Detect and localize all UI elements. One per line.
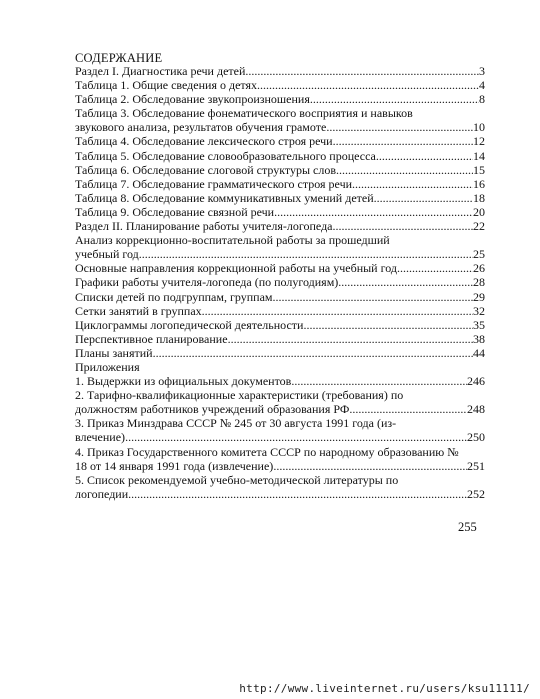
toc-dot-leader — [397, 261, 473, 275]
toc-entry — [75, 219, 485, 233]
toc-dot-leader — [273, 290, 473, 304]
toc-entry — [75, 459, 485, 473]
toc-dot-leader — [333, 134, 473, 148]
toc-dot-leader — [257, 78, 479, 92]
toc-dot-leader — [291, 374, 467, 388]
toc-entry-title: Таблица 4. Обследование лексического строя речи — [75, 134, 333, 149]
toc-dot-leader — [303, 318, 473, 332]
toc-dot-leader — [125, 430, 467, 444]
toc-dot-leader — [153, 346, 473, 360]
toc-dot-leader — [128, 487, 467, 501]
toc-entry — [75, 247, 485, 261]
toc-entry-page: 10 — [473, 120, 485, 135]
toc-entry — [75, 149, 485, 163]
toc-entry — [75, 205, 485, 219]
toc-entry — [75, 92, 485, 106]
toc-dot-leader — [310, 92, 479, 106]
toc-dot-leader — [228, 332, 473, 346]
toc-entry-page: 246 — [467, 374, 485, 389]
footer-url: http://www.liveinternet.ru/users/ksu11111/ — [239, 682, 530, 695]
toc-entry — [75, 163, 485, 177]
toc-entry-first-line: Анализ коррекционно-воспитательной работы за прошедший — [75, 233, 390, 248]
toc-dot-leader — [336, 163, 473, 177]
toc-entry-title: Таблица 2. Обследование звукопроизношения — [75, 92, 310, 107]
toc-entry — [75, 64, 485, 78]
toc-entry-page: 29 — [473, 289, 485, 304]
toc-entry-page: 16 — [473, 176, 485, 191]
toc-entry-first-line: 2. Тарифно-квалификационные характеристики (требования) по — [75, 388, 404, 403]
toc-entry-title: звукового анализа, результатов обучения грамоте — [75, 120, 327, 135]
toc-dot-leader — [202, 304, 473, 318]
toc-entry — [75, 374, 485, 388]
toc-dot-leader — [338, 275, 473, 289]
toc-entry-page: 22 — [473, 219, 485, 234]
toc-entry — [75, 318, 485, 332]
toc-entry-title: Списки детей по подгруппам, группам — [75, 289, 273, 304]
toc-entry-title: 1. Выдержки из официальных документов — [75, 374, 292, 389]
toc-entry-title: должностям работников учреждений образования РФ — [75, 402, 350, 417]
toc-entry-title: Раздел II. Планирование работы учителя-логопеда — [75, 219, 333, 234]
toc-entry-title: Таблица 7. Обследование грамматического строя речи — [75, 176, 353, 191]
table-of-contents — [75, 64, 485, 501]
toc-entry-page: 38 — [473, 331, 485, 346]
toc-dot-leader — [274, 205, 473, 219]
toc-entry — [75, 261, 485, 275]
toc-entry — [75, 402, 485, 416]
toc-entry-page: 3 — [479, 64, 485, 78]
toc-entry-title: Таблица 1. Общие сведения о детях — [75, 78, 258, 93]
toc-entry-title: Таблица 9. Обследование связной речи — [75, 204, 275, 219]
toc-entry-page: 25 — [473, 247, 485, 262]
toc-entry — [75, 120, 485, 134]
contents-heading: СОДЕРЖАНИЕ — [75, 51, 163, 65]
toc-dot-leader — [326, 120, 473, 134]
toc-entry — [75, 290, 485, 304]
toc-entry-title: 18 от 14 января 1991 года (извлечение) — [75, 458, 274, 473]
toc-entry-page: 250 — [467, 430, 485, 445]
toc-entry-page: 15 — [473, 162, 485, 177]
toc-entry — [75, 487, 485, 501]
toc-entry-page: 44 — [473, 345, 485, 360]
toc-entry-title: Сетки занятий в группах — [75, 303, 202, 318]
toc-entry-title: Циклограммы логопедической деятельности — [75, 317, 304, 332]
toc-dot-leader — [349, 402, 467, 416]
toc-entry-title: учебный год — [75, 247, 139, 262]
toc-entry-first-line: 4. Приказ Государственного комитета СССР по народному образованию № — [75, 444, 459, 459]
toc-dot-leader — [374, 191, 473, 205]
toc-entry-first-line: Таблица 3. Обследование фонематического восприятия и навыков — [75, 106, 413, 121]
toc-entry — [75, 304, 485, 318]
toc-entry-title: Таблица 8. Обследование коммуникативных умений детей — [75, 190, 374, 205]
toc-dot-leader — [273, 459, 467, 473]
toc-entry — [75, 275, 485, 289]
toc-entry-title: Планы занятий — [75, 345, 153, 360]
toc-entry-title: Раздел I. Диагностика речи детей — [75, 64, 246, 78]
toc-entry-title: логопедии — [75, 486, 129, 501]
toc-entry — [75, 346, 485, 360]
toc-entry-title: Основные направления коррекционной работы на учебный год — [75, 261, 397, 276]
page-number: 255 — [458, 520, 477, 534]
toc-entry-page: 248 — [467, 402, 485, 417]
toc-entry-page: 4 — [479, 78, 485, 93]
toc-entry-page: 8 — [479, 92, 485, 107]
toc-entry-page: 35 — [473, 317, 485, 332]
toc-entry-page: 26 — [473, 261, 485, 276]
toc-entry-title: Таблица 6. Обследование слоговой структуры слов — [75, 162, 336, 177]
toc-entry — [75, 332, 485, 346]
toc-dot-leader — [245, 64, 479, 78]
toc-dot-leader — [352, 177, 473, 191]
toc-dot-leader — [376, 149, 473, 163]
toc-entry — [75, 134, 485, 148]
appendix-heading: Приложения — [75, 359, 140, 374]
toc-entry — [75, 78, 485, 92]
toc-entry-page: 32 — [473, 303, 485, 318]
toc-entry-page: 18 — [473, 190, 485, 205]
toc-entry-page: 28 — [473, 275, 485, 290]
toc-dot-leader — [333, 219, 473, 233]
toc-entry-page: 20 — [473, 204, 485, 219]
toc-entry-page: 12 — [473, 134, 485, 149]
toc-entry-title: влечение) — [75, 430, 126, 445]
toc-entry-title: Таблица 5. Обследование словообразовательного процесса — [75, 148, 376, 163]
toc-entry-page: 14 — [473, 148, 485, 163]
toc-entry — [75, 430, 485, 444]
toc-entry — [75, 177, 485, 191]
toc-entry-title: Графики работы учителя-логопеда (по полугодиям) — [75, 275, 339, 290]
toc-entry-page: 252 — [467, 486, 485, 501]
toc-entry-first-line: 5. Список рекомендуемой учебно-методической литературы по — [75, 472, 399, 487]
toc-entry-page: 251 — [467, 458, 485, 473]
toc-entry-title: Перспективное планирование — [75, 331, 228, 346]
toc-entry-first-line: 3. Приказ Минздрава СССР № 245 от 30 августа 1991 года (из- — [75, 416, 397, 431]
toc-entry — [75, 191, 485, 205]
toc-dot-leader — [139, 247, 473, 261]
